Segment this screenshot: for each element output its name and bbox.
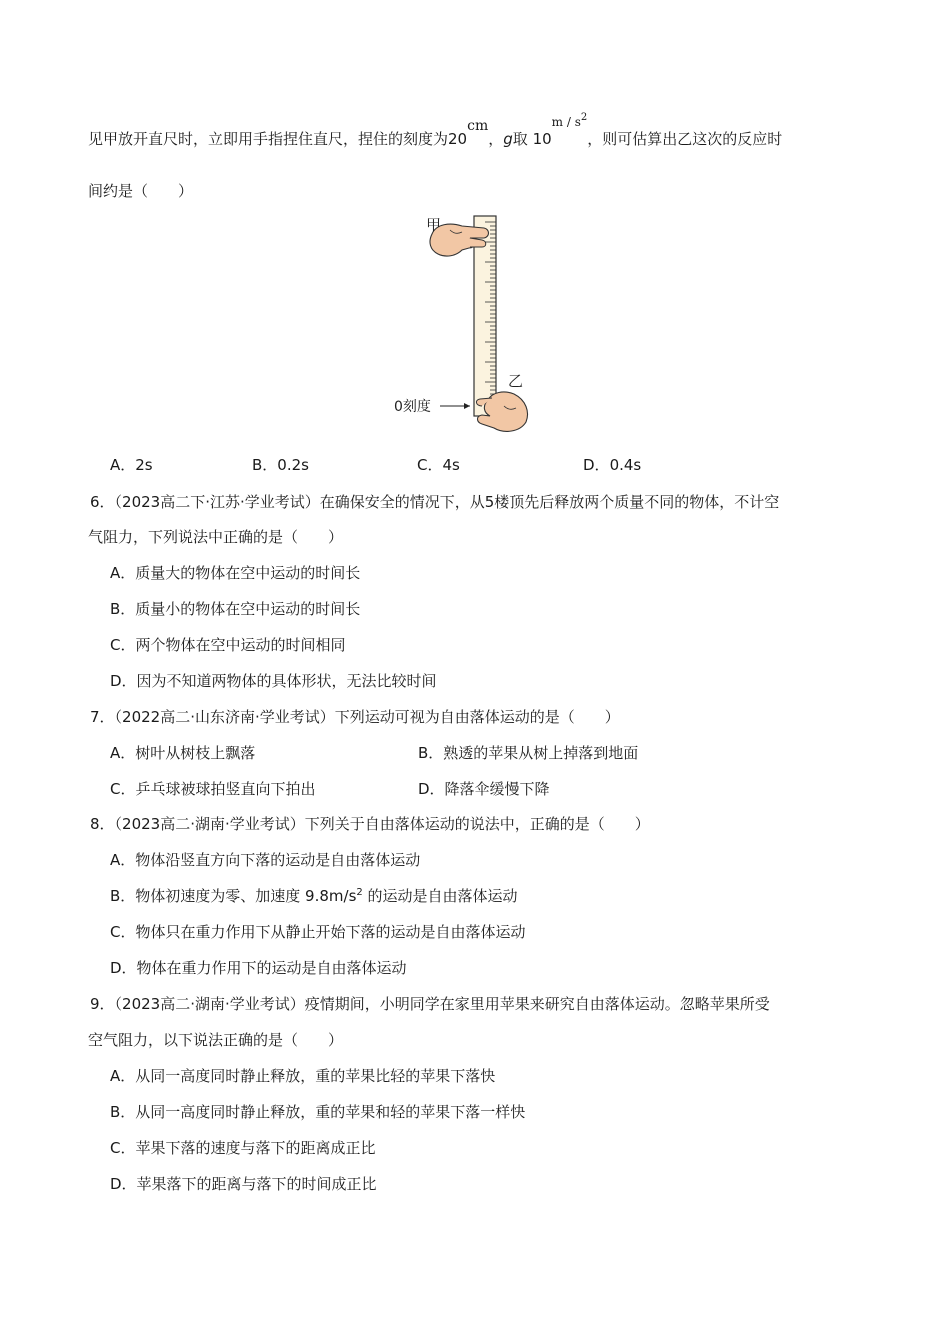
- q5-stem-text-2: ，则可估算出乙这次的反应时: [587, 130, 783, 148]
- q5-take: 取: [512, 130, 528, 148]
- q5-stem-line1: [88, 112, 783, 153]
- q5-unit-cm: cm: [467, 118, 489, 134]
- q5-option-a[interactable]: A．2s: [110, 456, 153, 474]
- q6-option-a[interactable]: A．质量大的物体在空中运动的时间长: [110, 564, 361, 582]
- q8-option-a[interactable]: A．物体沿竖直方向下落的运动是自由落体运动: [110, 851, 421, 869]
- q8-stem-line1: 8．（2023高二·湖南·学业考试）下列关于自由落体运动的说法中，正确的是（ ）: [90, 815, 650, 833]
- q5-stem-line2: 间约是（ ）: [88, 182, 194, 200]
- q8-option-c[interactable]: C．物体只在重力作用下从静止开始下落的运动是自由落体运动: [110, 923, 526, 941]
- q5-option-c[interactable]: C．4s: [417, 456, 460, 474]
- q5-comma: ，: [488, 130, 504, 148]
- q5-value-10: 10: [532, 130, 552, 148]
- q9-option-c[interactable]: C．苹果下落的速度与落下的距离成正比: [110, 1139, 376, 1157]
- q7-option-c[interactable]: C．乒乓球被球拍竖直向下拍出: [110, 780, 316, 798]
- q6-stem-line2: 气阻力，下列说法中正确的是（ ）: [88, 528, 344, 546]
- label-jia: 甲: [426, 216, 442, 234]
- q9-option-d[interactable]: D．苹果落下的距离与落下的时间成正比: [110, 1175, 377, 1193]
- q6-option-c[interactable]: C．两个物体在空中运动的时间相同: [110, 636, 346, 654]
- q7-option-a[interactable]: A．树叶从树枝上飘落: [110, 744, 256, 762]
- q7-option-b[interactable]: B．熟透的苹果从树上掉落到地面: [418, 744, 639, 762]
- ruler-figure: [392, 210, 537, 438]
- q5-option-d[interactable]: D．0.4s: [583, 456, 642, 474]
- label-zero-mark: 0刻度: [394, 399, 431, 415]
- q7-stem-line1: 7．（2022高二·山东济南·学业考试）下列运动可视为自由落体运动的是（ ）: [90, 708, 620, 726]
- q9-option-a[interactable]: A．从同一高度同时静止释放，重的苹果比轻的苹果下落快: [110, 1067, 496, 1085]
- q7-option-d[interactable]: D．降落伞缓慢下降: [418, 780, 550, 798]
- zero-arrow-head-icon: [464, 403, 470, 409]
- q5-stem-text-1: 见甲放开直尺时，立即用手指捏住直尺，捏住的刻度为: [88, 130, 449, 148]
- q9-stem-line1: 9．（2023高二·湖南·学业考试）疫情期间，小明同学在家里用苹果来研究自由落体运动。忽略苹果所受: [90, 995, 770, 1013]
- q6-stem-line1: 6．（2023高二下·江苏·学业考试）在确保安全的情况下，从5楼顶先后释放两个质量不同的物体，不计空: [90, 493, 780, 511]
- q5-option-b[interactable]: B．0.2s: [252, 456, 309, 474]
- q5-g-symbol: g: [503, 130, 513, 148]
- q5-unit-ms2: m / s2: [551, 112, 588, 129]
- q6-option-d[interactable]: D．因为不知道两物体的具体形状，无法比较时间: [110, 672, 437, 690]
- q9-option-b[interactable]: B．从同一高度同时静止释放，重的苹果和轻的苹果下落一样快: [110, 1103, 526, 1121]
- q8-option-b[interactable]: B．物体初速度为零、加速度 $9.8m/s^2$ 的运动是自由落体运动: [110, 887, 518, 905]
- q6-option-b[interactable]: B．质量小的物体在空中运动的时间长: [110, 600, 361, 618]
- label-yi: 乙: [508, 372, 524, 390]
- q8-option-d[interactable]: D．物体在重力作用下的运动是自由落体运动: [110, 959, 407, 977]
- q5-value-20: 20: [448, 130, 468, 148]
- q9-stem-line2: 空气阻力，以下说法正确的是（ ）: [88, 1031, 344, 1049]
